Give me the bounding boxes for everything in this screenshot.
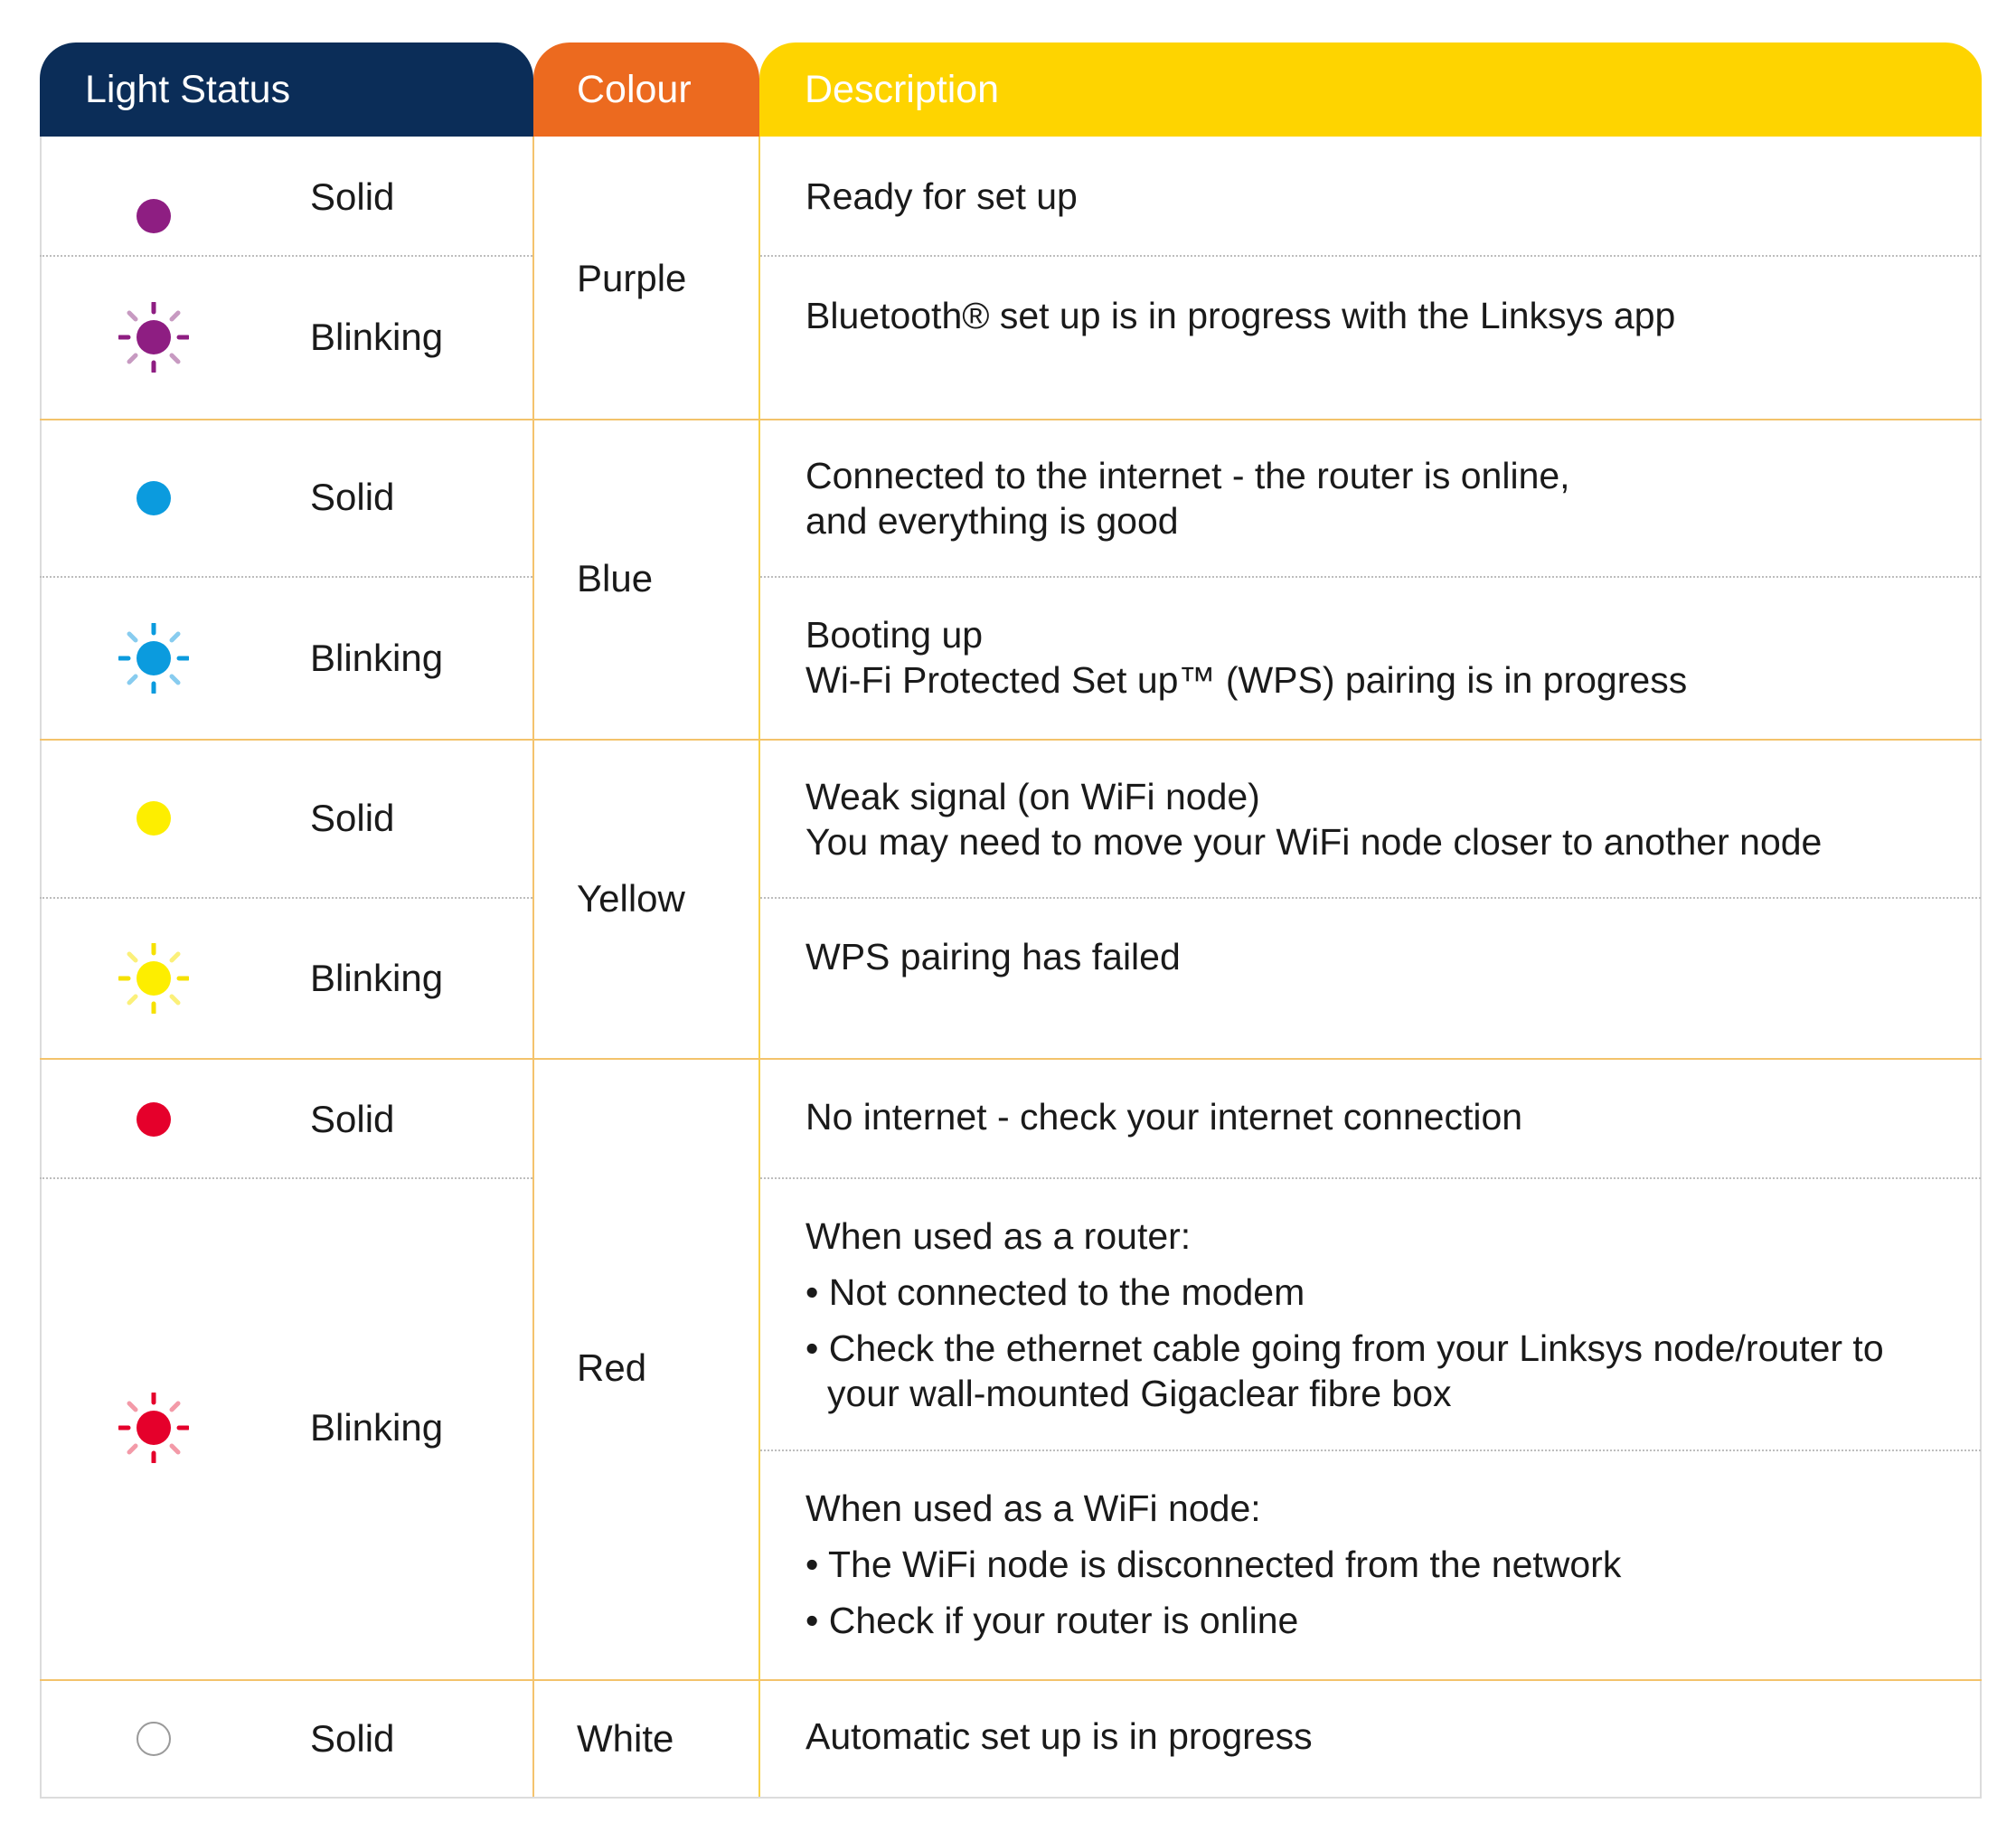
colour-label: Red bbox=[577, 1346, 647, 1389]
description-bullet: • The WiFi node is disconnected from the network bbox=[805, 1544, 1622, 1585]
description-cell bbox=[805, 293, 1675, 338]
solid-dot-icon bbox=[118, 783, 189, 854]
description-bullet: • Check the ethernet cable going from your Linksys node/router to your wall-mounted Gigaclear fibre box bbox=[805, 1327, 1884, 1414]
description-bullet: • Check if your router is online bbox=[805, 1600, 1299, 1641]
description-cell bbox=[805, 934, 1181, 979]
table-border-bottom bbox=[40, 1797, 1982, 1799]
blinking-light-icon bbox=[118, 623, 189, 694]
status-label: Solid bbox=[310, 1717, 395, 1760]
status-label: Blinking bbox=[310, 637, 444, 679]
row-divider bbox=[760, 1177, 1981, 1179]
row-divider bbox=[760, 255, 1981, 257]
header-colour-label: Colour bbox=[577, 67, 692, 111]
description-line: Ready for set up bbox=[805, 175, 1078, 217]
status-label: Blinking bbox=[310, 1406, 444, 1449]
status-label: Solid bbox=[310, 175, 395, 218]
description-line: Connected to the internet - the router is online, bbox=[805, 455, 1570, 496]
row-divider bbox=[40, 576, 532, 578]
solid-dot-icon bbox=[118, 1084, 189, 1155]
row-divider bbox=[40, 255, 532, 257]
description-heading: When used as a router: bbox=[805, 1215, 1192, 1257]
header-description-label: Description bbox=[805, 67, 1000, 111]
solid-dot-icon bbox=[118, 463, 189, 534]
header-description bbox=[759, 42, 1982, 137]
description-line: WPS pairing has failed bbox=[805, 936, 1181, 977]
row-divider bbox=[760, 897, 1981, 899]
table-border-right bbox=[1980, 137, 1982, 1799]
description-line: Wi-Fi Protected Set up™ (WPS) pairing is in progress bbox=[805, 659, 1688, 701]
description-cell bbox=[805, 612, 1687, 703]
solid-dot-icon bbox=[118, 181, 189, 251]
group-divider bbox=[40, 739, 1982, 741]
table-border-left bbox=[40, 137, 42, 1799]
header-light-status-label: Light Status bbox=[85, 67, 291, 111]
description-line: Bluetooth® set up is in progress with the Linksys app bbox=[805, 295, 1676, 336]
header-colour bbox=[533, 42, 759, 137]
group-divider bbox=[40, 1679, 1982, 1681]
colour-label: Yellow bbox=[577, 877, 685, 920]
blinking-light-icon bbox=[118, 302, 189, 373]
status-label: Blinking bbox=[310, 957, 444, 999]
description-cell-node bbox=[805, 1486, 1890, 1643]
description-line: Automatic set up is in progress bbox=[805, 1715, 1313, 1757]
group-divider bbox=[40, 1058, 1982, 1060]
description-cell-router bbox=[805, 1213, 1890, 1416]
outline-dot-icon bbox=[118, 1704, 189, 1774]
description-heading: When used as a WiFi node: bbox=[805, 1487, 1261, 1529]
description-line: and everything is good bbox=[805, 500, 1179, 542]
description-line: No internet - check your internet connection bbox=[805, 1096, 1523, 1138]
description-cell bbox=[805, 1094, 1522, 1139]
group-divider bbox=[40, 419, 1982, 420]
description-line: Weak signal (on WiFi node) bbox=[805, 776, 1260, 817]
description-cell bbox=[805, 774, 1822, 864]
row-divider bbox=[40, 897, 532, 899]
description-cell bbox=[805, 1714, 1313, 1759]
status-label: Solid bbox=[310, 797, 395, 839]
status-label: Solid bbox=[310, 476, 395, 518]
status-label: Solid bbox=[310, 1098, 395, 1140]
blinking-light-icon bbox=[118, 1393, 189, 1463]
colour-label: Blue bbox=[577, 557, 654, 600]
description-cell bbox=[805, 174, 1078, 219]
colour-label: Purple bbox=[577, 257, 687, 299]
column-divider-status-colour bbox=[532, 137, 534, 1799]
row-divider bbox=[40, 1177, 532, 1179]
column-divider-colour-description bbox=[758, 137, 760, 1799]
row-divider bbox=[760, 1450, 1981, 1451]
description-line: You may need to move your WiFi node closer to another node bbox=[805, 821, 1823, 863]
description-line: Booting up bbox=[805, 614, 984, 656]
header-light-status bbox=[40, 42, 533, 137]
description-cell bbox=[805, 453, 1570, 543]
description-bullet: • Not connected to the modem bbox=[805, 1271, 1305, 1313]
status-label: Blinking bbox=[310, 316, 444, 358]
blinking-light-icon bbox=[118, 943, 189, 1014]
row-divider bbox=[760, 576, 1981, 578]
colour-label: White bbox=[577, 1717, 674, 1760]
